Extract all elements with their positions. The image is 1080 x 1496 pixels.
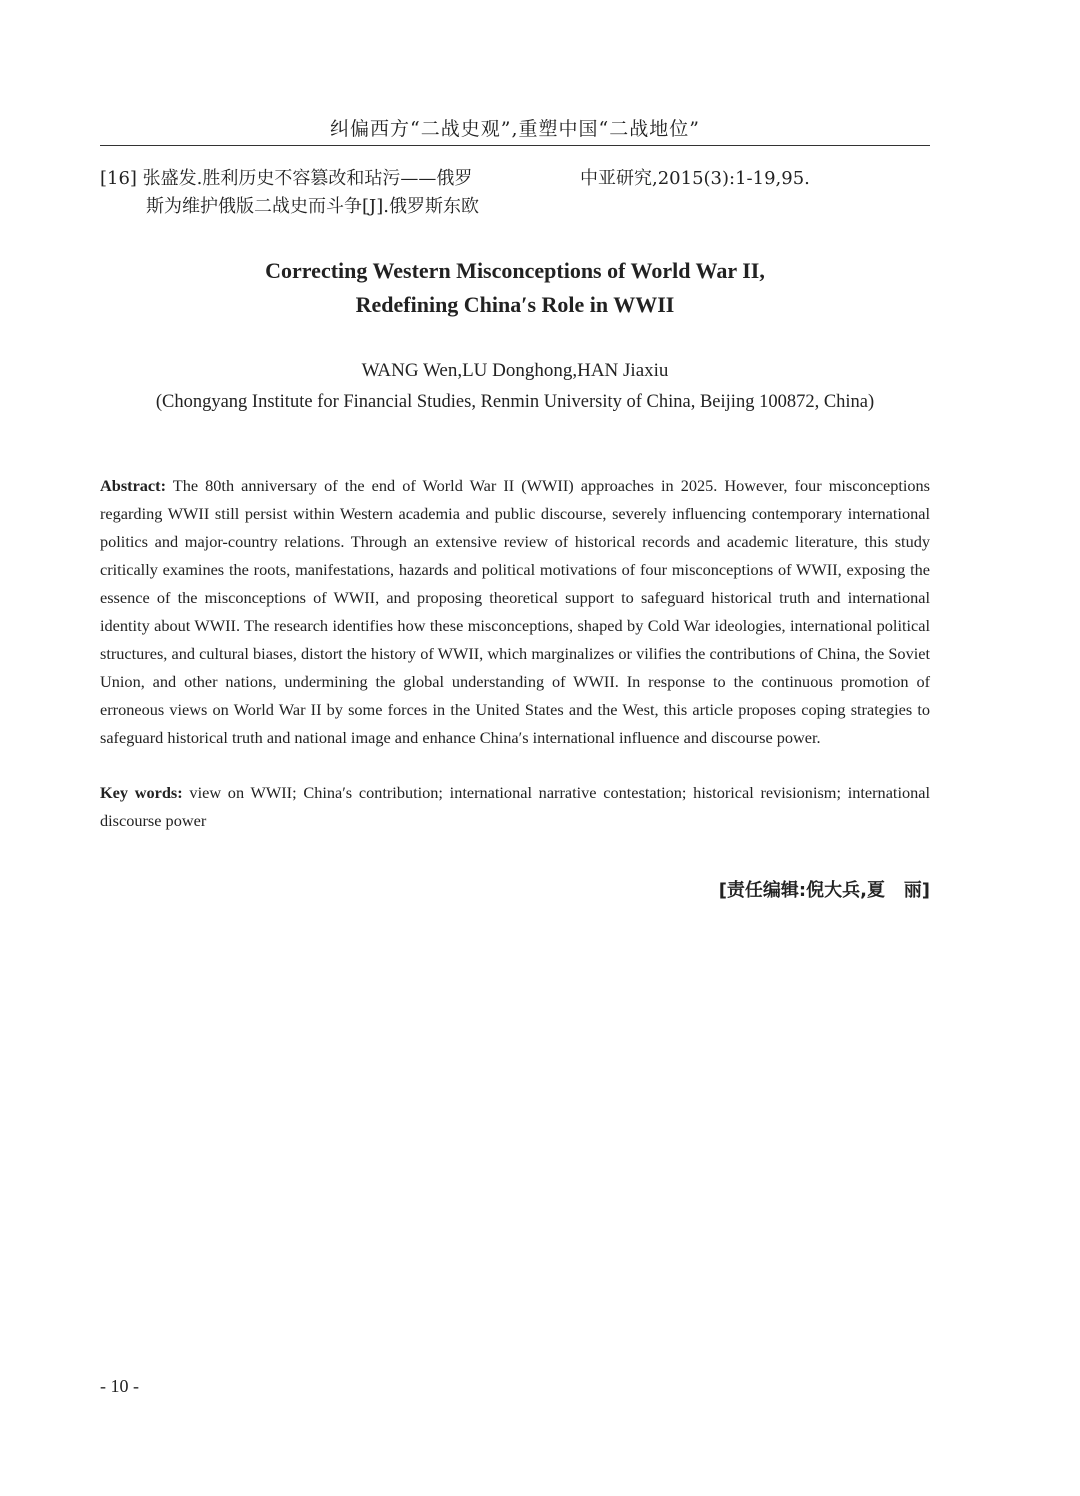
author-list: WANG Wen,LU Donghong,HAN Jiaxiu xyxy=(361,360,669,381)
abstract-paragraph xyxy=(100,472,930,752)
title-line-2: Redefining China′s Role in WWII xyxy=(355,292,675,317)
reference-line-2: 斯为维护俄版二战史而斗争[J].俄罗斯东欧 xyxy=(146,196,479,217)
author-affiliation: (Chongyang Institute for Financial Studies, Renmin University of China, Beijing 100872, China) xyxy=(155,392,875,412)
keywords-label: Key words: xyxy=(100,783,183,802)
reference-continuation: 中亚研究,2015(3):1-19,95. xyxy=(580,168,810,189)
running-header-title: 纠偏西方“二战史观”,重塑中国“二战地位” xyxy=(330,118,700,140)
header-divider xyxy=(100,145,930,146)
page-number: - 10 - xyxy=(100,1376,139,1396)
abstract-label: Abstract: xyxy=(100,476,167,495)
reference-line-1: [16] 张盛发.胜利历史不容篡改和玷污——俄罗 xyxy=(100,168,473,189)
keywords-text: view on WWII; China′s contribution; international narrative contestation; historical revisionism; international discourse power xyxy=(100,783,930,830)
keywords-paragraph xyxy=(100,779,930,835)
title-line-1: Correcting Western Misconceptions of World War II, xyxy=(265,258,765,283)
abstract-text: The 80th anniversary of the end of World War II (WWII) approaches in 2025. However, four misconceptions regarding WWII still persist within Western academia and public discourse, severely influencing contemporary international politics and major-country relations. Through an extensive review of historical records and academic literature, this study critically examines the roots, manifestations, hazards and political motivations of four misconceptions of WWII, exposing the essence of the misconceptions of WWII, and proposing theoretical support to safeguard historical truth and international identity about WWII. The research identifies how these misconceptions, shaped by Cold War ideologies, international political structures, and cultural biases, distort the history of WWII, which marginalizes or vilifies the contributions of China, the Soviet Union, and other nations, undermining the global understanding of WWII. In response to the continuous promotion of erroneous views on World War II by some forces in the United States and the West, this article proposes coping strategies to safeguard historical truth and national image and enhance China′s international influence and discourse power. xyxy=(100,476,930,747)
article-title xyxy=(100,254,930,322)
reference-entry xyxy=(100,165,520,221)
responsible-editor-note: [责任编辑:倪大兵,夏 丽] xyxy=(718,880,930,901)
